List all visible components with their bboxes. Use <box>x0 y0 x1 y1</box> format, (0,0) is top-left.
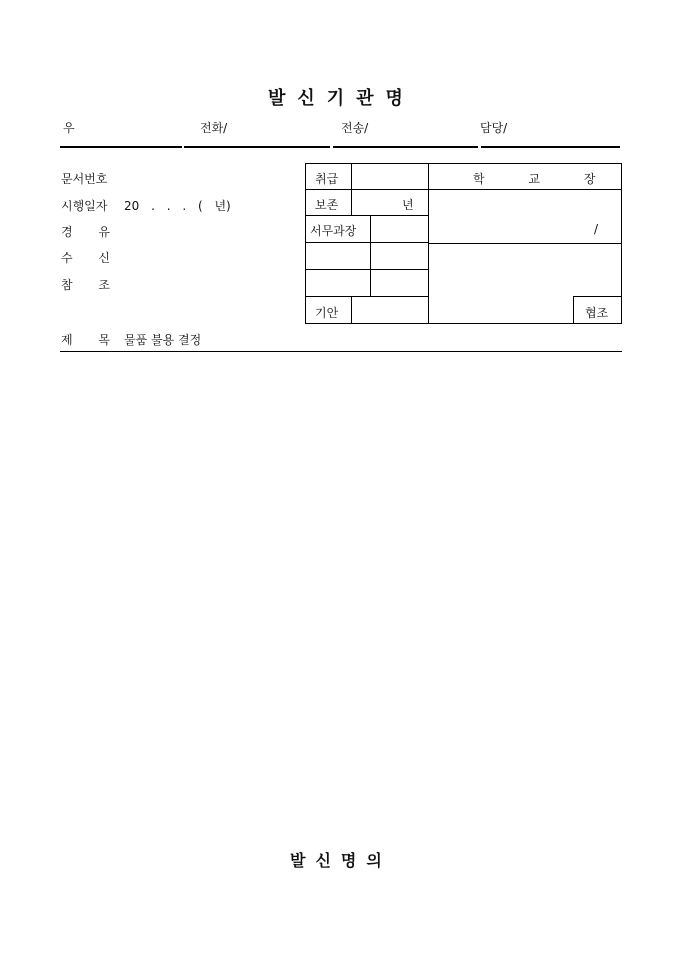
principal-header-cell <box>428 163 622 190</box>
recipient-label: 수 신 <box>61 251 110 265</box>
handling-value-cell <box>351 163 429 190</box>
issue-date-value: 20 . . . ( 년) <box>124 199 231 213</box>
principal-sign-cell <box>428 189 622 244</box>
section-chief-label: 서무과장 <box>310 224 357 238</box>
date-slash: / <box>594 222 599 236</box>
sender-title: 발신명의 <box>290 851 392 870</box>
contact-label: 담당/ <box>480 121 508 135</box>
reference-label: 참 조 <box>61 278 110 292</box>
org-title: 발신기관명 <box>268 88 415 109</box>
retention-label: 보존 <box>315 198 339 212</box>
postal-label: 우 <box>63 121 75 135</box>
header-rule-2 <box>184 146 330 148</box>
retention-value-cell <box>351 189 429 216</box>
subject-label: 제 목 <box>61 333 110 347</box>
draft-label: 기안 <box>315 306 339 320</box>
handling-label: 취급 <box>315 172 339 186</box>
header-rule-3 <box>333 146 478 148</box>
section-chief-sign-cell <box>370 215 429 243</box>
issue-date-label: 시행일자 <box>61 199 108 213</box>
blank-cell-4 <box>370 269 429 297</box>
handling-label-cell <box>305 163 352 190</box>
retention-label-cell <box>305 189 352 216</box>
header-rule-4 <box>481 146 620 148</box>
blank-cell-1 <box>305 242 371 270</box>
via-label: 경 유 <box>61 225 110 239</box>
draft-value-cell <box>351 296 429 324</box>
cooperation-label-cell <box>573 296 622 324</box>
subject-value: 물품 불용 결정 <box>124 333 202 347</box>
subject-rule <box>60 351 622 352</box>
blank-cell-3 <box>305 269 371 297</box>
draft-label-cell <box>305 296 352 324</box>
retention-unit: 년 <box>402 198 414 212</box>
doc-number-label: 문서번호 <box>61 172 108 186</box>
section-chief-label-cell <box>305 215 371 243</box>
fax-label: 전송/ <box>341 121 369 135</box>
principal-label: 학 교 장 <box>473 172 596 186</box>
cooperation-label: 협조 <box>585 306 609 320</box>
blank-cell-2 <box>370 242 429 270</box>
header-rule-1 <box>60 146 182 148</box>
phone-label: 전화/ <box>200 121 228 135</box>
